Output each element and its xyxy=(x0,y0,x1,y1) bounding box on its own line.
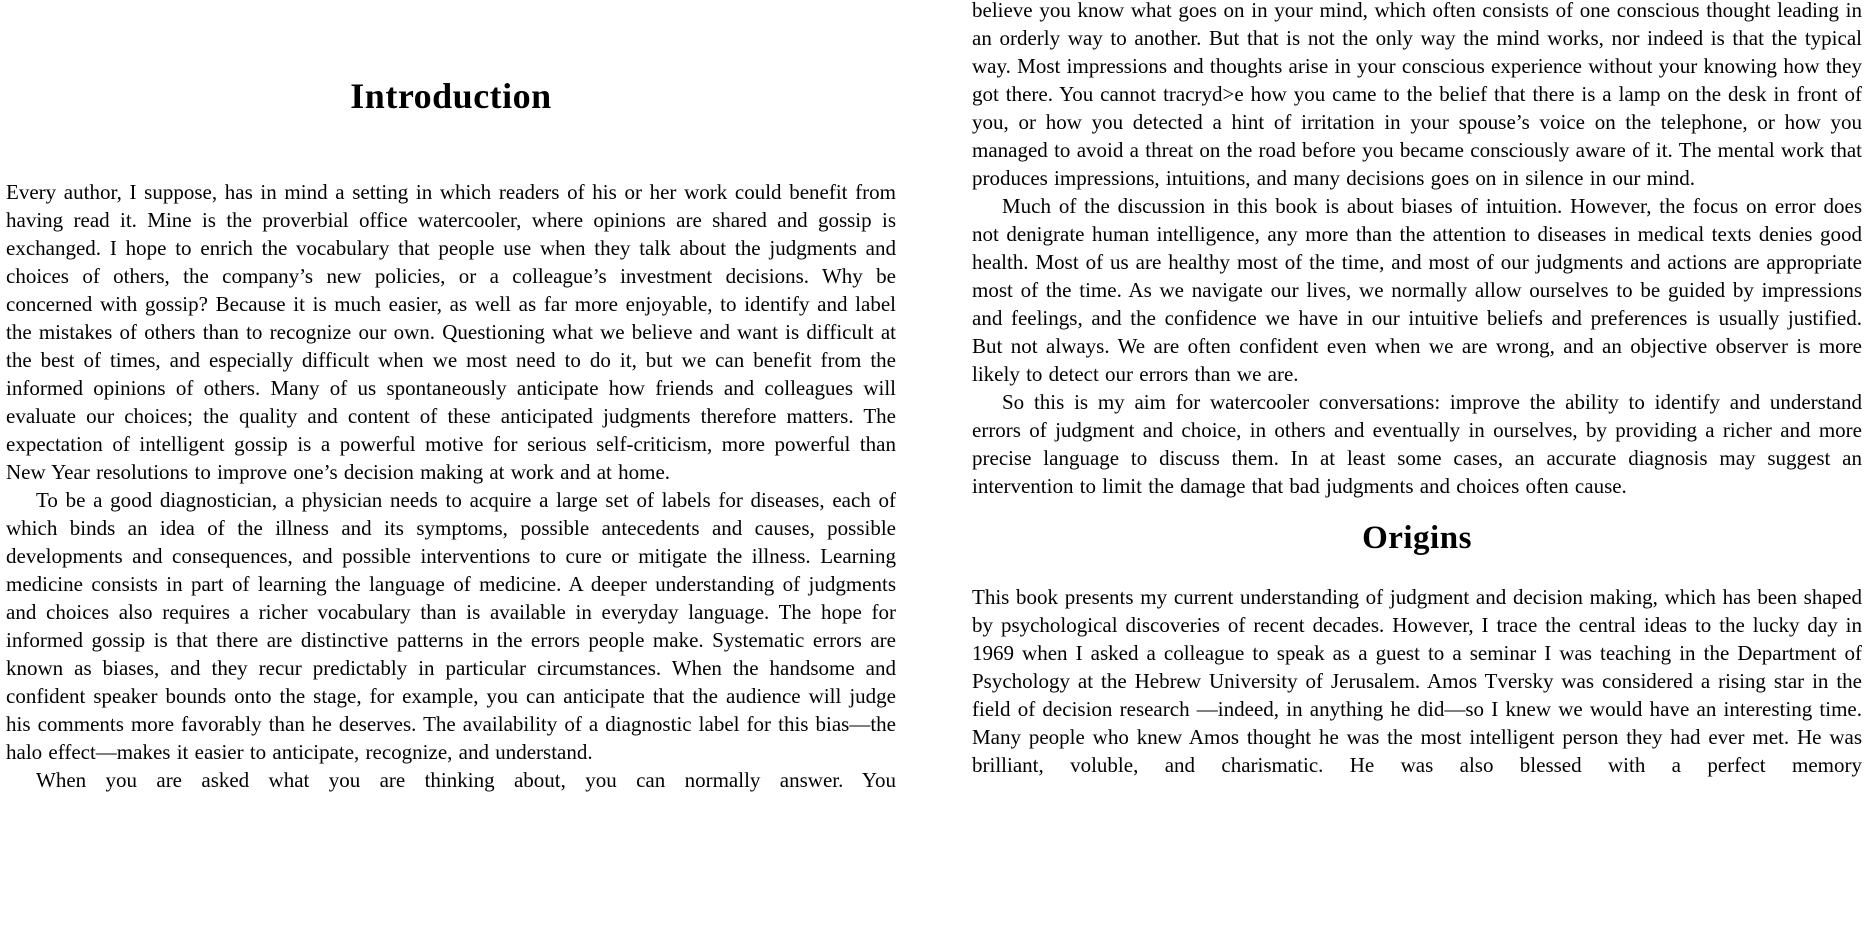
paragraph: believe you know what goes on in your mind, which often consists of one conscious thought leading in an orderly way to another. But that is not the only way the mind works, nor indeed is that the typical way. Most impressions and thoughts arise in your conscious experience without your knowing how they got there. You cannot tracryd>e how you came to the belief that there is a lamp on the desk in front of you, or how you detected a hint of irritation in your spouse’s voice on the telephone, or how you managed to avoid a threat on the road before you became consciously aware of it. The mental work that produces impressions, intuitions, and many decisions goes on in silence in our mind. xyxy=(972,0,1862,190)
paragraph: To be a good diagnostician, a physician needs to acquire a large set of labels for diseases, each of which binds an idea of the illness and its symptoms, possible antecedents and causes, possible developments and consequences, and possible interventions to cure or mitigate the illness. Learning medicine consists in part of learning the language of medicine. A deeper understanding of judgments and choices also requires a richer vocabulary than is available in everyday language. The hope for informed gossip is that there are distinctive patterns in the errors people make. Systematic errors are known as biases, and they recur predictably in particular circumstances. When the handsome and confident speaker bounds onto the stage, for example, you can anticipate that the audience will judge his comments more favorably than he deserves. The availability of a diagnostic label for this bias—the halo effect—makes it easier to anticipate, recognize, and understand. xyxy=(6,488,896,764)
section-heading-origins: Origins xyxy=(1362,520,1472,556)
paragraph: So this is my aim for watercooler conversations: improve the ability to identify and understand errors of judgment and choice, in others and eventually in ourselves, by providing a richer and more precise language to discuss them. In at least some cases, an accurate diagnosis may suggest an intervention to limit the damage that bad judgments and choices often cause. xyxy=(972,390,1862,498)
paragraph: When you are asked what you are thinking about, you can normally answer. You xyxy=(36,768,896,792)
right-column xyxy=(972,0,1862,779)
left-column xyxy=(6,0,896,794)
paragraph: Every author, I suppose, has in mind a setting in which readers of his or her work could benefit from having read it. Mine is the proverbial office watercooler, where opinions are shared and gossip is exchanged. I hope to enrich the vocabulary that people use when they talk about the judgments and choices of others, the company’s new policies, or a colleague’s investment decisions. Why be concerned with gossip? Because it is much easier, as well as far more enjoyable, to identify and label the mistakes of others than to recognize our own. Questioning what we believe and want is difficult at the best of times, and especially difficult when we most need to do it, but we can benefit from the informed opinions of others. Many of us spontaneously anticipate how friends and colleagues will evaluate our choices; the quality and content of these anticipated judgments therefore matters. The expectation of intelligent gossip is a powerful motive for serious self-criticism, more powerful than New Year resolutions to improve one’s decision making at work and at home. xyxy=(6,180,896,484)
paragraph: This book presents my current understanding of judgment and decision making, which has been shaped by psychological discoveries of recent decades. However, I trace the central ideas to the lucky day in 1969 when I asked a colleague to speak as a guest to a seminar I was teaching in the Department of Psychology at the Hebrew University of Jerusalem. Amos Tversky was considered a rising star in the field of decision research —indeed, in anything he did—so I knew we would have an interesting time. Many people who knew Amos thought he was the most intelligent person they had ever met. He was brilliant, voluble, and charismatic. He was also blessed with a perfect memory xyxy=(972,585,1862,777)
chapter-title: Introduction xyxy=(350,76,552,116)
paragraph: Much of the discussion in this book is about biases of intuition. However, the focus on error does not denigrate human intelligence, any more than the attention to diseases in medical texts denies good health. Most of us are healthy most of the time, and most of our judgments and actions are appropriate most of the time. As we navigate our lives, we normally allow ourselves to be guided by impressions and feelings, and the confidence we have in our intuitive beliefs and preferences is usually justified. But not always. We are often confident even when we are wrong, and an objective observer is more likely to detect our errors than we are. xyxy=(972,194,1862,386)
